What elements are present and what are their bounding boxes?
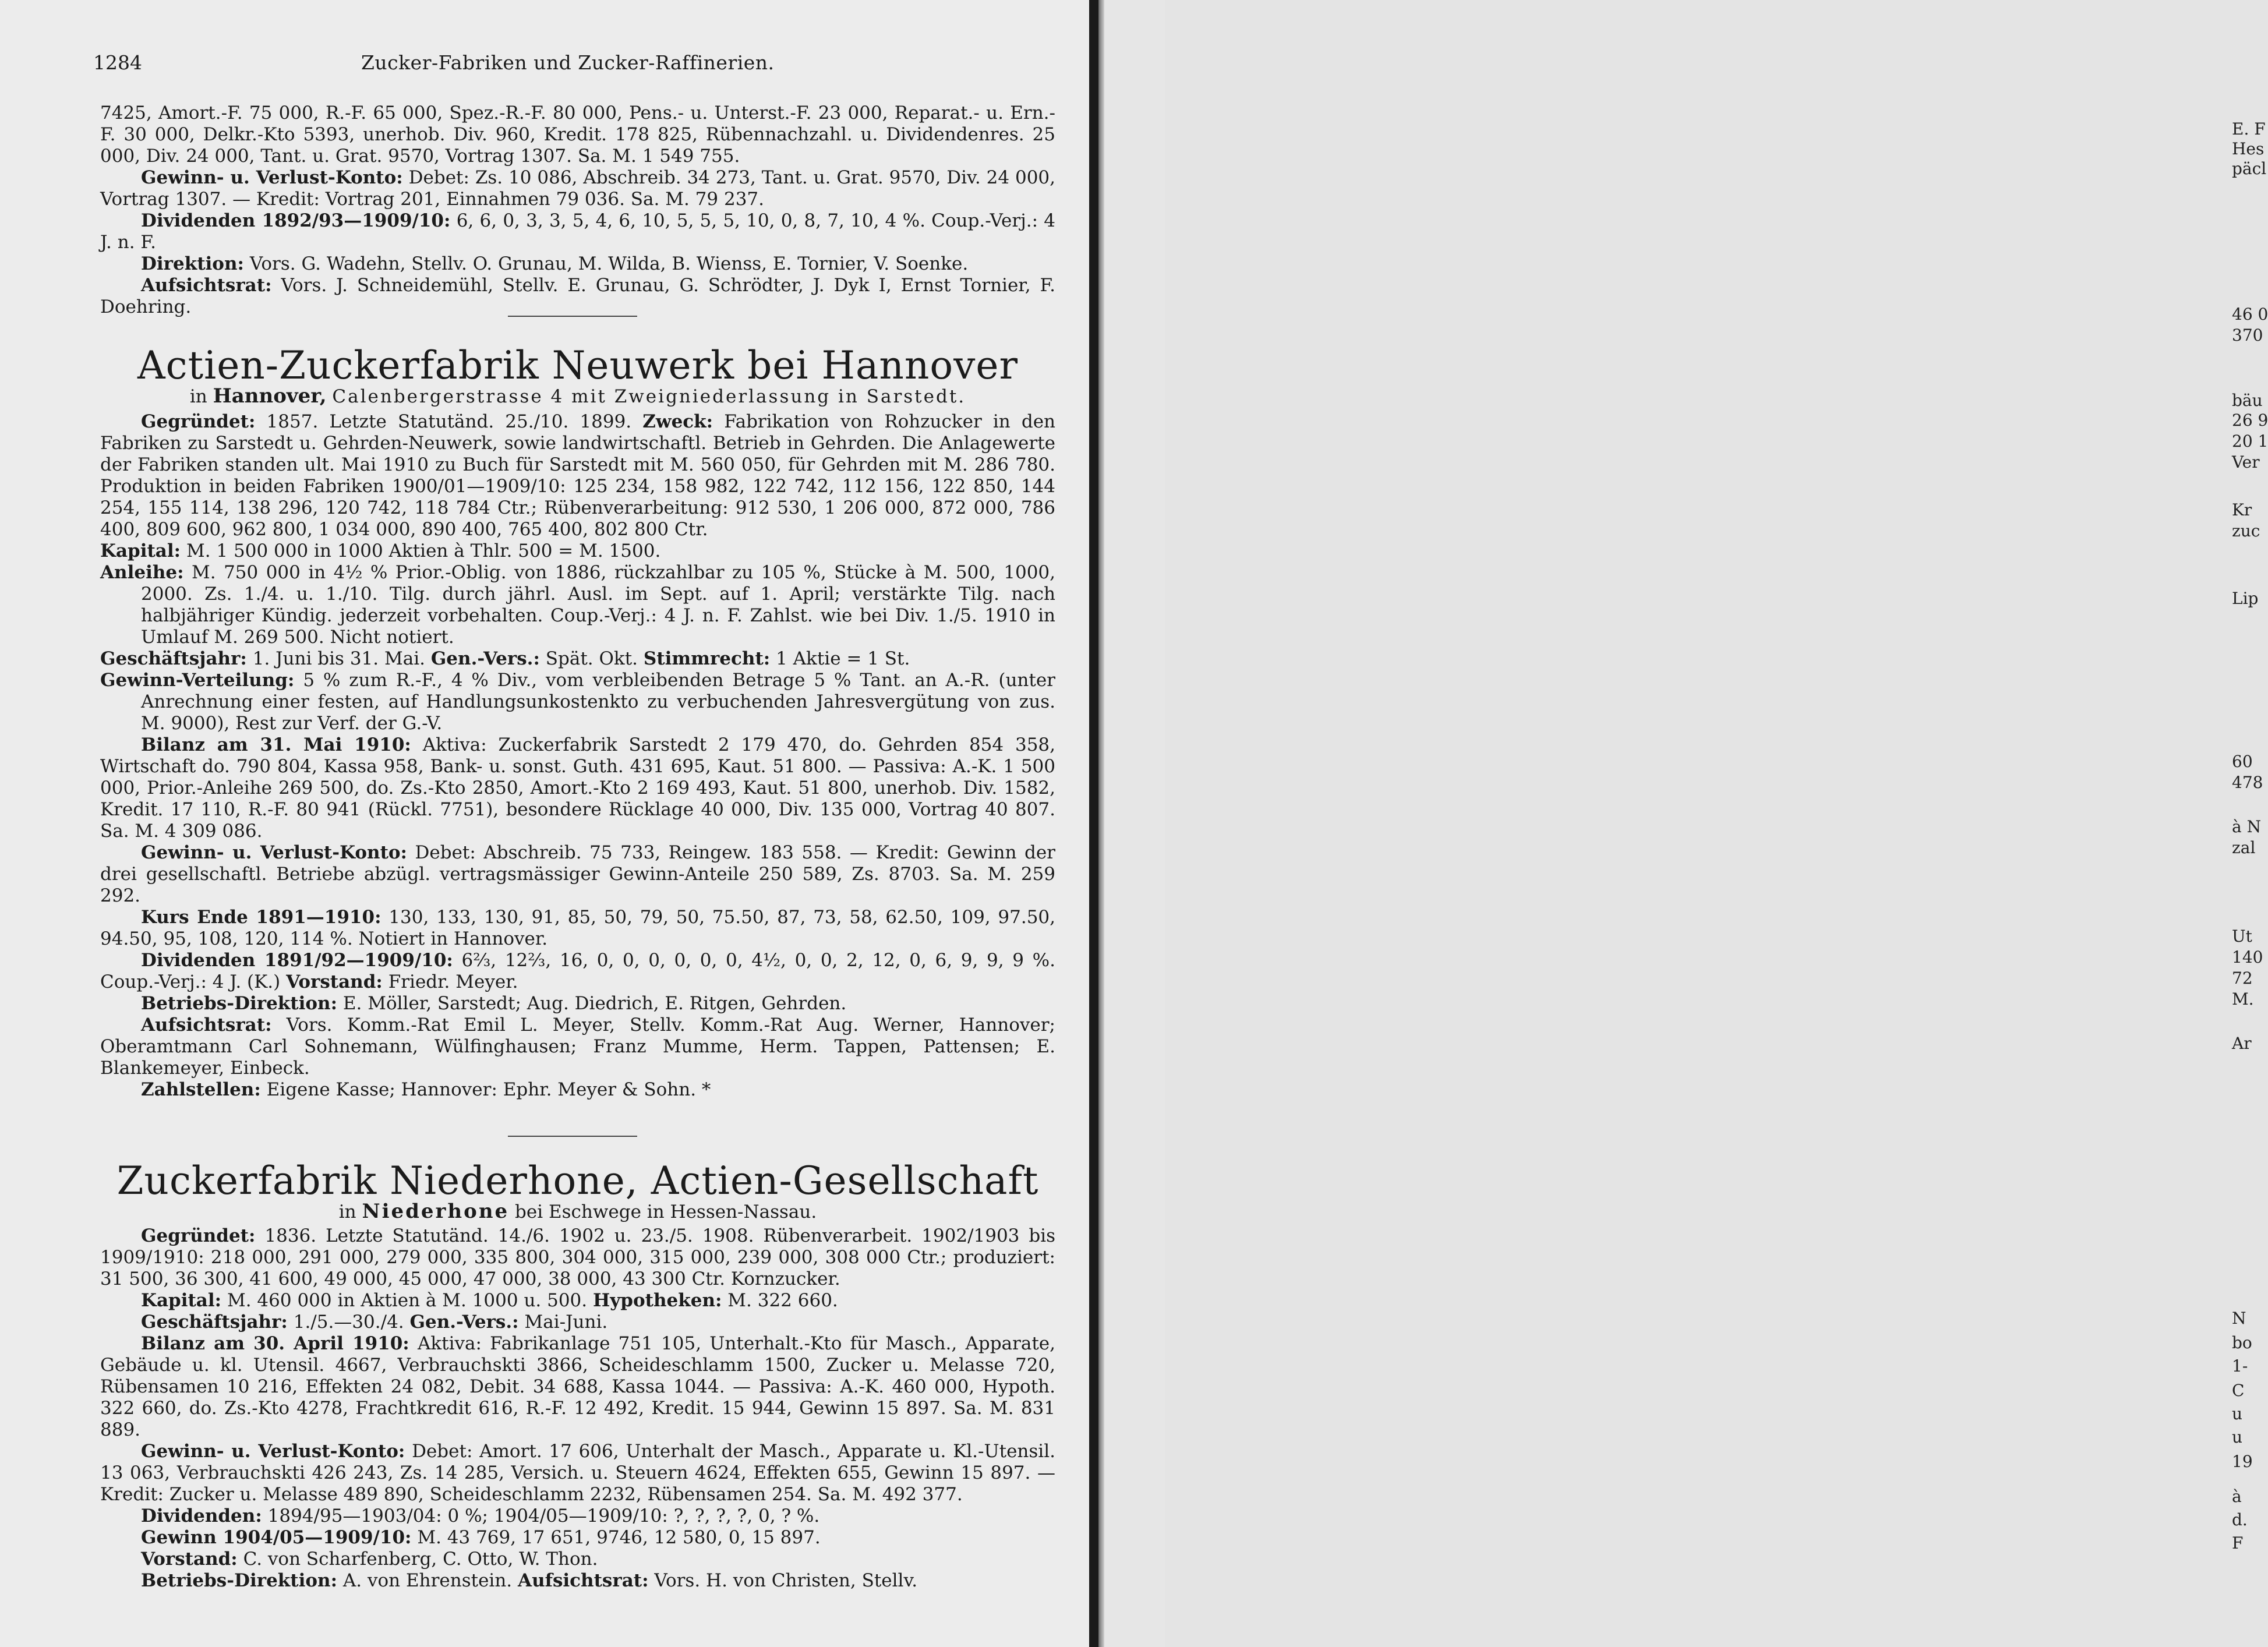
founded-text: 1836. Letzte Statutänd. 14./6. 1902 u. 23./5. 1908. Rübenverarbeit. 1902/1903 bis 1909/1910: 218 000, 291 000, 279 000, 335 800, 304 000, 315 000, 239 000, 308 000 Ctr.; produziert: 31 500, 36 300, 41 600, 49 000, 45 000, 47 000, 38 000, 43 300 Ctr. Kornzucker. (100, 1225, 1055, 1289)
entry1-dividends (100, 950, 1055, 993)
entry1-subtitle (100, 386, 1055, 408)
prices-label: Kurs Ende 1891—1910: (141, 907, 381, 928)
mortgage-text: M. 322 660. (727, 1290, 838, 1311)
prev-div-label: Dividenden 1892/93—1909/10: (141, 210, 451, 231)
entry2-sub-pre: in (338, 1201, 356, 1222)
capital-label: Kapital: (141, 1290, 222, 1311)
board-label: Vorstand: (286, 971, 383, 992)
margin-fragment: Lip (2232, 589, 2259, 608)
dividends-label: Dividenden 1891/92—1909/10: (141, 950, 453, 971)
prices-text: 130, 133, 130, 91, 85, 50, 79, 50, 75.50, 87, 73, 58, 62.50, 109, 97.50, 94.50, 95, 108, 120, 114 %. Notiert in Hannover. (100, 907, 1055, 949)
prev-dividends (100, 210, 1055, 253)
entry2-pl-account (100, 1441, 1055, 1505)
entry1-prices (100, 907, 1055, 950)
margin-fragment: à N (2232, 817, 2262, 836)
meeting-label: Gen.-Vers.: (409, 1312, 519, 1333)
pl-text: Debet: Abschreib. 75 733, Reingew. 183 558. — Kredit: Gewinn der drei gesellschaftl. Betriebe abzügl. vertragsmässiger Gewinn-Anteile 250 589, Zs. 8703. Sa. M. 259 292. (100, 842, 1055, 906)
meeting-text: Mai-Juni. (524, 1312, 608, 1333)
margin-fragment: Hes (2232, 139, 2265, 158)
margin-fragment: Ut (2232, 927, 2252, 946)
entry2-board (100, 1549, 1055, 1570)
fiscal-text: 1. Juni bis 31. Mai. (252, 648, 425, 669)
operations-label: Betriebs-Direktion: (141, 993, 338, 1014)
margin-fragment: 19 (2232, 1452, 2253, 1471)
prev-aufsichtsrat (100, 275, 1055, 318)
entry1-profit-distribution (100, 670, 1055, 734)
voting-text: 1 Aktie = 1 St. (776, 648, 910, 669)
operations-text: A. von Ehrenstein. (342, 1570, 513, 1591)
board-label: Vorstand: (141, 1549, 238, 1570)
entry1-pl-account (100, 842, 1055, 907)
balance-text: Aktiva: Fabrikanlage 751 105, Unterhalt.-Kto für Masch., Apparate, Gebäude u. kl. Utensil. 4667, Verbrauchskti 3866, Scheideschlamm 1500, Zucker u. Melasse 720, Rübensamen 10 216, Effekten 24 082, Debit. 34 688, Kassa 1044. — Passiva: A.-K. 460 000, Hypoth. 322 660, do. Zs.-Kto 4278, Frachtkredit 616, R.-F. 12 492, Kredit. 15 944, Gewinn 15 897. Sa. M. 831 889. (100, 1333, 1055, 1440)
entry1-bond (100, 562, 1055, 648)
entry2-dividends (100, 1505, 1055, 1527)
entry2-fiscal (100, 1312, 1055, 1333)
paying-agents-label: Zahlstellen: (141, 1079, 261, 1100)
margin-fragment: C (2232, 1381, 2245, 1400)
fiscal-text: 1./5.—30./4. (293, 1312, 404, 1333)
margin-fragment: 370 (2232, 326, 2263, 345)
entry2-capital (100, 1290, 1055, 1312)
entry1-operations (100, 993, 1055, 1015)
entry1-supervisory (100, 1015, 1055, 1079)
margin-fragment: F (2232, 1533, 2244, 1553)
purpose-label: Zweck: (642, 411, 713, 432)
purpose-text: Fabrikation von Rohzucker in den Fabriken zu Sarstedt u. Gehrden-Neuwerk, sowie landwirtschaftl. Betrieb in Gehrden. Die Anlagewerte der Fabriken standen ult. Mai 1910 zu Buch für Sarstedt mit M. 560 050, für Gehrden mit M. 286 780. Produktion in beiden Fabriken 1900/01—1909/10: 125 234, 158 982, 122 742, 112 156, 122 850, 144 254, 155 114, 138 296, 120 742, 118 784 Ctr.; Rübenverarbeitung: 912 530, 1 206 000, 872 000, 786 400, 809 600, 962 800, 1 034 000, 890 400, 765 400, 802 800 Ctr. (100, 411, 1056, 540)
prev-gv-konto (100, 167, 1055, 210)
entry2-address: bei Eschwege in Hessen-Nassau. (515, 1201, 817, 1222)
entry1-paying-agents (100, 1079, 1055, 1101)
supervisory-text: Vors. Komm.-Rat Emil L. Meyer, Stellv. Komm.-Rat Aug. Werner, Hannover; Oberamtmann Carl Sohnemann, Wülfinghausen; Franz Mumme, Herm. Tappen, Pattensen; E. Blankemeyer, Einbeck. (100, 1015, 1056, 1079)
capital-text: M. 1 500 000 in 1000 Aktien à Thlr. 500 = M. 1500. (186, 540, 661, 561)
margin-fragment: à (2232, 1487, 2242, 1506)
operations-label: Betriebs-Direktion: (141, 1570, 338, 1591)
entry1-fiscal (100, 648, 1055, 670)
margin-fragment: 1- (2232, 1356, 2248, 1376)
margin-fragment: 46 0 (2232, 305, 2268, 324)
board-text: C. von Scharfenberg, C. Otto, W. Thon. (243, 1549, 598, 1570)
facing-page-edge (1104, 0, 2268, 1647)
margin-fragment: zuc (2232, 521, 2260, 540)
prev-div-text: 6, 6, 0, 3, 3, 5, 4, 6, 10, 5, 5, 5, 10, 0, 8, 7, 10, 4 %. Coup.-Verj.: 4 J. n. F. (100, 210, 1056, 253)
entry1-sub-pre: in (189, 386, 207, 407)
prev-gv-label: Gewinn- u. Verlust-Konto: (141, 167, 403, 188)
entry1-capital (100, 540, 1055, 562)
margin-fragment: 60 (2232, 752, 2253, 771)
fiscal-label: Geschäftsjahr: (100, 648, 247, 669)
margin-fragment: 20 1 (2232, 432, 2268, 451)
pl-label: Gewinn- u. Verlust-Konto: (141, 1441, 405, 1462)
founded-label: Gegründet: (141, 1225, 256, 1246)
margin-fragment: 72 (2232, 969, 2253, 988)
profit-text: M. 43 769, 17 651, 9746, 12 580, 0, 15 897. (417, 1527, 821, 1548)
book-page (0, 0, 1094, 1647)
entry1-balance (100, 734, 1055, 842)
voting-label: Stimmrecht: (643, 648, 771, 669)
entry1-body (100, 411, 1055, 1101)
supervisory-label: Aufsichtsrat: (141, 1015, 272, 1035)
running-title: Zucker-Fabriken und Zucker-Raffinerien. (361, 51, 775, 74)
prev-ar-text: Vors. J. Schneidemühl, Stellv. E. Grunau, G. Schrödter, J. Dyk I, Ernst Tornier, F. Doehring. (100, 275, 1056, 317)
entry1-founded (100, 411, 1055, 540)
distribution-text: 5 % zum R.-F., 4 % Div., vom verbleibenden Betrage 5 % Tant. an A.-R. (unter Anrechnung einer festen, auf Handlungsunkostenkto zu verbuchenden Jahresvergütung von zus. M. 9000), Rest zur Verf. der G.-V. (141, 670, 1055, 734)
board-text: Friedr. Meyer. (388, 971, 518, 992)
entry2-operations (100, 1570, 1055, 1592)
page-number: 1284 (93, 51, 142, 74)
margin-fragment: 478 (2232, 773, 2263, 792)
margin-fragment: 26 9 (2232, 411, 2268, 430)
operations-text: E. Möller, Sarstedt; Aug. Diedrich, E. Ritgen, Gehrden. (342, 993, 847, 1014)
fiscal-label: Geschäftsjahr: (141, 1312, 288, 1333)
entry2-subtitle (100, 1201, 1055, 1223)
margin-fragment: bäu (2232, 391, 2263, 410)
pl-text: Debet: Amort. 17 606, Unterhalt der Masch., Apparate u. Kl.-Utensil. 13 063, Verbrauchskti 426 243, Zs. 14 285, Versich. u. Steuern 4624, Effekten 655, Gewinn 15 897. — Kredit: Zucker u. Melasse 489 890, Scheideschlamm 2232, Rübensamen 254. Sa. M. 492 377. (100, 1441, 1055, 1505)
bond-text: M. 750 000 in 4½ % Prior.-Oblig. von 1886, rückzahlbar zu 105 %, Stücke à M. 500, 1000, 2000. Zs. 1./4. u. 1./10. Tilg. durch jährl. Ausl. im Sept. auf 1. April; verstärkte Tilg. nach halbjähriger Kündig. jederzeit vorbehalten. Coup.-Verj.: 4 J. n. F. Zahlst. wie bei Div. 1./5. 1910 in Umlauf M. 269 500. Nicht notiert. (141, 562, 1055, 648)
margin-fragment: Ver (2232, 453, 2260, 472)
spine-shadow (1098, 0, 1104, 1647)
balance-label: Bilanz am 30. April 1910: (141, 1333, 409, 1354)
dividends-text: 1894/95—1903/04: 0 %; 1904/05—1909/10: ?, ?, ?, ?, 0, ? %. (267, 1505, 820, 1526)
margin-fragment: zal (2232, 838, 2256, 857)
balance-label: Bilanz am 31. Mai 1910: (141, 734, 411, 755)
entry2-title: Zuckerfabrik Niederhone, Actien-Gesellschaft (116, 1158, 1039, 1203)
prev-ar-label: Aufsichtsrat: (141, 275, 272, 296)
prev-dir-label: Direktion: (141, 253, 244, 274)
margin-fragment: päcl (2232, 159, 2267, 178)
profit-label: Gewinn 1904/05—1909/10: (141, 1527, 412, 1548)
book-spine (1089, 0, 1098, 1647)
separator-rule (508, 1136, 637, 1137)
separator-rule (508, 316, 637, 317)
dividends-text: 6⅔, 12⅔, 16, 0, 0, 0, 0, 0, 0, 4½, 0, 0, 2, 12, 0, 6, 9, 9, 9 %. Coup.-Verj.: 4 J. (K.) (100, 950, 1055, 992)
margin-fragment: u (2232, 1427, 2243, 1447)
meeting-text: Spät. Okt. (545, 648, 638, 669)
margin-fragment: E. F (2232, 119, 2266, 139)
entry2-body (100, 1225, 1055, 1592)
founded-text: 1857. Letzte Statutänd. 25./10. 1899. (266, 411, 632, 432)
paying-agents-text: Eigene Kasse; Hannover: Ephr. Meyer & Sohn. * (266, 1079, 711, 1100)
margin-fragment: Kr (2232, 500, 2252, 519)
margin-fragment: M. (2232, 989, 2254, 1009)
entry2-city: Niederhone (362, 1200, 510, 1223)
entry2-balance (100, 1333, 1055, 1441)
supervisory-text: Vors. H. von Christen, Stellv. (654, 1570, 918, 1591)
margin-fragment: d. (2232, 1510, 2248, 1529)
dividends-label: Dividenden: (141, 1505, 262, 1526)
prev-entry-balance: 7425, Amort.-F. 75 000, R.-F. 65 000, Spez.-R.-F. 80 000, Pens.- u. Unterst.-F. 23 000, Reparat.- u. Ern.-F. 30 000, Delkr.-Kto 5393, unerhob. Div. 960, Kredit. 178 825, Rübennachzahl. u. Dividendenres. 25 000, Div. 24 000, Tant. u. Grat. 9570, Vortrag 1307. Sa. M. 1 549 755. (100, 103, 1055, 167)
prev-entry (100, 103, 1055, 318)
capital-label: Kapital: (100, 540, 181, 561)
prev-direktion (100, 253, 1055, 275)
margin-fragment: bo (2232, 1333, 2252, 1352)
margin-fragment: N (2232, 1309, 2246, 1328)
founded-label: Gegründet: (141, 411, 256, 432)
bond-label: Anleihe: (100, 562, 184, 583)
entry1-title: Actien-Zuckerfabrik Neuwerk bei Hannover (137, 343, 1019, 388)
pl-label: Gewinn- u. Verlust-Konto: (141, 842, 408, 863)
prev-gv-text: Debet: Zs. 10 086, Abschreib. 34 273, Tant. u. Grat. 9570, Div. 24 000, Vortrag 1307. — Kredit: Vortrag 201, Einnahmen 79 036. Sa. M. 79 237. (100, 167, 1056, 210)
prev-dir-text: Vors. G. Wadehn, Stellv. O. Grunau, M. Wilda, B. Wienss, E. Tornier, V. Soenke. (249, 253, 969, 274)
supervisory-label: Aufsichtsrat: (518, 1570, 649, 1591)
margin-fragment: Ar (2232, 1034, 2252, 1053)
capital-text: M. 460 000 in Aktien à M. 1000 u. 500. (227, 1290, 588, 1311)
entry2-profit (100, 1527, 1055, 1549)
entry1-city: Hannover, (213, 384, 327, 408)
meeting-label: Gen.-Vers.: (430, 648, 540, 669)
margin-fragment: u (2232, 1404, 2243, 1423)
balance-text: Aktiva: Zuckerfabrik Sarstedt 2 179 470, do. Gehrden 854 358, Wirtschaft do. 790 804, Kassa 958, Bank- u. sonst. Guth. 431 695, Kaut. 51 800. — Passiva: A.-K. 1 500 000, Prior.-Anleihe 269 500, do. Zs.-Kto 2850, Amort.-Kto 2 169 493, Kaut. 51 800, unerhob. Div. 1582, Kredit. 17 110, R.-F. 80 941 (Rückl. 7751), besondere Rücklage 40 000, Div. 135 000, Vortrag 40 807. Sa. M. 4 309 086. (100, 734, 1055, 842)
margin-fragment: 140 (2232, 948, 2263, 967)
mortgage-label: Hypotheken: (593, 1290, 722, 1311)
distribution-label: Gewinn-Verteilung: (100, 670, 295, 691)
entry2-founded (100, 1225, 1055, 1290)
entry1-address: Calenbergerstrasse 4 mit Zweigniederlassung in Sarstedt. (332, 386, 966, 407)
